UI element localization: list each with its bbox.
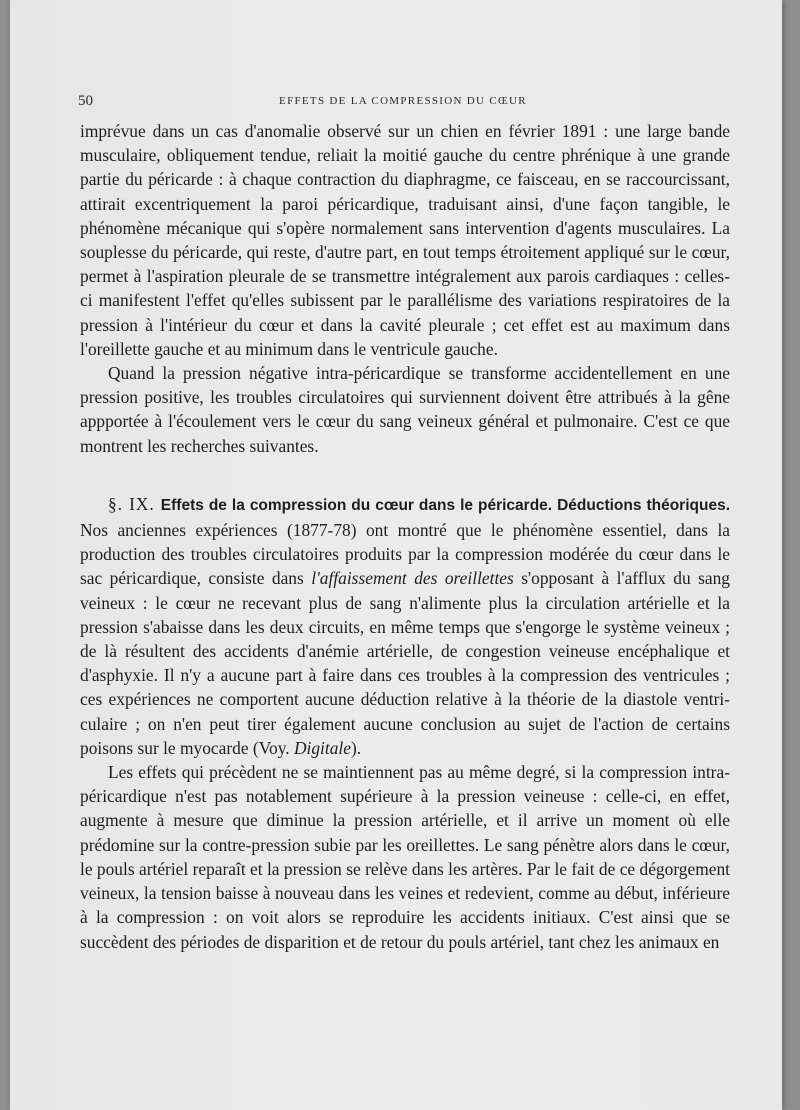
section-spacer: [80, 458, 730, 492]
section-number: §. IX.: [108, 493, 155, 514]
section-paragraph: [80, 492, 730, 760]
page-number: 50: [78, 93, 93, 109]
section-text-continued: s'opposant à l'afflux du sang veineux : le cœur ne recevant plus de sang n'alimente plus la circulation artérielle et la pression s'abaisse dans les deux circuits, en même temps que s'engorge le système veineux ; de là résultent des accidents d'anémie artérielle, de congestion veineuse encéphalique et d'asphyxie. Il n'y a aucune part à faire dans ces troubles à la compression des ventricules ; ces expériences ne comportent aucune déduction relative à la théorie de la diastole ventriculaire ; on n'en peut tirer également aucune conclusion au sujet de l'action de certains poisons sur le myocarde (Voy.: [80, 568, 730, 758]
paragraph-continued: imprévue dans un cas d'anomalie observé sur un chien en février 1891 : une large bande musculaire, obliquement tendue, reliait la moitié gauche du centre phrénique à une grande partie du péricarde : à chaque contraction du diaphragme, ce faisceau, en se raccourcissant, attirait excentriquement la paroi péricardique, traduisant ainsi, d'une façon tangible, le phénomène mécanique qui s'opère normalement sans intervention d'agents musculaires. La souplesse du péricarde, qui reste, d'autre part, en tout temps étroitement appliqué sur le cœur, permet à l'aspiration pleurale de se transmettre intégralement aux parois cardiaques : celles-ci manifestent l'effet qu'elles subissent par le parallélisme des variations respiratoires de la pression à l'intérieur du cœur et dans la cavité pleurale ; cet effet est au maximum dans l'oreillette gauche et au minimum dans le ventricule gauche.: [80, 121, 730, 359]
page-header: [78, 93, 728, 113]
running-title: EFFETS DE LA COMPRESSION DU CŒUR: [279, 95, 527, 107]
cross-reference: Digitale: [293, 737, 351, 758]
paragraph: Les effets qui précèdent ne se maintiennent pas au même degré, si la compression intra-péricardique n'est pas notablement supérieure à la pression veineuse : celle-ci, en effet, augmente à mesure que diminue la pression artérielle, et il arrive un moment où elle prédomine sur la contre-pression subie par les oreillettes. Le sang pénètre alors dans le cœur, le pouls artériel reparaît et la pression se relève dans les artères. Par le fait de ce dégorgement veineux, la tension baisse à nouveau dans les veines et redevient, comme au début, inférieure à la compression : on voit alors se reproduire les accidents initiaux. C'est ainsi que se succèdent des périodes de disparition et de retour du pouls artériel, tant chez les animaux en: [80, 762, 730, 952]
section-text-end: ).: [350, 737, 362, 758]
paragraph: Quand la pression négative intra-péricardique se transforme accidentellement en une pression positive, les troubles circulatoires qui surviennent doivent être attribués à la gêne appportée à l'écoulement vers le cœur du sang veineux général et pulmonaire. C'est ce que montrent les recherches suivantes.: [80, 363, 730, 456]
section-heading: Effets de la compression du cœur dans le péricarde. Déductions théoriques.: [160, 496, 731, 514]
italic-term: l'affaissement des oreillettes: [311, 568, 514, 589]
section-text: Nos anciennes expériences (1877-78) ont montré que le phénomène essentiel, dans la production des troubles circulatoires produits par la compression modérée du cœur dans le sac péricardique, consiste dans: [80, 520, 730, 589]
book-page: [10, 0, 782, 1110]
page-body: [80, 119, 730, 954]
